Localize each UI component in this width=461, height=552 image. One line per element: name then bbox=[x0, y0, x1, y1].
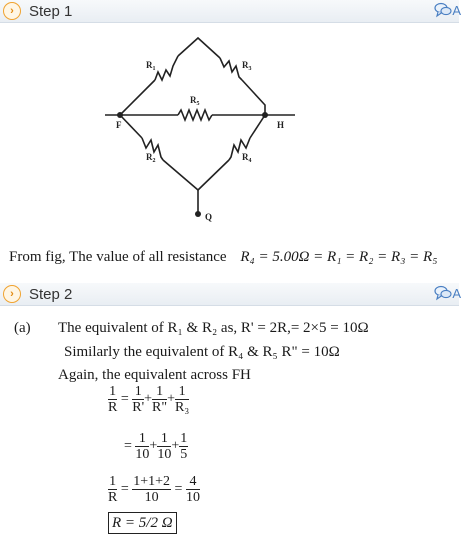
eq3-lhs: $\frac{1}{R}$ bbox=[108, 474, 118, 505]
chevron-right-icon[interactable]: › bbox=[3, 2, 21, 20]
step-2-right-label[interactable]: A bbox=[452, 285, 461, 301]
step-1-right-label[interactable]: A bbox=[452, 2, 461, 18]
result-box bbox=[108, 515, 177, 532]
step-2-header[interactable] bbox=[0, 283, 459, 306]
equation-1: $\frac{1}{R}$ = $\frac{1}{R'}$ + $\frac{1}{R"}$ + $\frac{1}{\text{R₃}}$ bbox=[108, 384, 190, 415]
step-2-title: Step 2 bbox=[29, 285, 73, 303]
equation-3: $\frac{1}{R}$ = $\frac{1+1+2}{10}$ = $\frac{4}{10}$ bbox=[108, 474, 200, 505]
label-node-f: F bbox=[116, 120, 122, 130]
result-value: R = 5/2 Ω bbox=[108, 512, 177, 534]
eq2-term-1: $\frac{1}{10}$ bbox=[135, 431, 150, 462]
solution-line-3: Again, the equivalent across FH bbox=[58, 367, 251, 383]
eq2-term-3: $\frac{1}{5}$ bbox=[180, 431, 188, 462]
node-h-dot bbox=[262, 112, 268, 118]
fig-text-sentence: From fig, The value of all resistance bbox=[9, 249, 227, 265]
eq3-mid: $\frac{1+1+2}{10}$ bbox=[133, 474, 171, 505]
label-node-h: H bbox=[277, 120, 285, 130]
solution-line-1: The equivalent of R₁ & R₂ as, R' = 2R,= 2×5 = 10Ω bbox=[58, 320, 369, 336]
fig-equation: R₄ = 5.00Ω = R₁ = R₂ = R₃ = R₅ bbox=[240, 249, 438, 265]
label-r4: $R_4$ bbox=[242, 152, 252, 164]
eq2-term-2: $\frac{1}{10}$ bbox=[157, 431, 172, 462]
eq1-term-3: $\frac{1}{\text{R₃}}$ bbox=[175, 384, 190, 415]
eq1-lhs: $\frac{1}{R}$ bbox=[108, 384, 118, 415]
eq1-term-1: $\frac{1}{R'}$ bbox=[132, 384, 145, 415]
solution-line-2: Similarly the equivalent of R₄ & R₅ R" = 10Ω bbox=[64, 344, 340, 360]
step-2-comment[interactable] bbox=[434, 285, 461, 301]
part-label: (a) bbox=[14, 320, 31, 336]
label-r2: $R_2$ bbox=[146, 152, 156, 164]
comment-icon[interactable] bbox=[434, 285, 452, 301]
label-r3: $R_3$ bbox=[242, 60, 252, 72]
label-node-q: Q bbox=[205, 212, 213, 222]
eq1-term-2: $\frac{1}{R"}$ bbox=[152, 384, 168, 415]
fig-text bbox=[9, 249, 437, 266]
step-1-title: Step 1 bbox=[29, 2, 73, 20]
node-f-dot bbox=[117, 112, 123, 118]
label-r5: $R_5$ bbox=[190, 95, 200, 107]
chevron-right-icon[interactable]: › bbox=[3, 285, 21, 303]
node-q-dot bbox=[195, 211, 201, 217]
equation-2: = $\frac{1}{10}$ + $\frac{1}{10}$ + $\frac{1}{5}$ bbox=[124, 431, 188, 462]
eq3-rhs: $\frac{4}{10}$ bbox=[185, 474, 200, 505]
label-r1: $R_1$ bbox=[146, 60, 156, 72]
circuit-diagram bbox=[0, 0, 459, 240]
